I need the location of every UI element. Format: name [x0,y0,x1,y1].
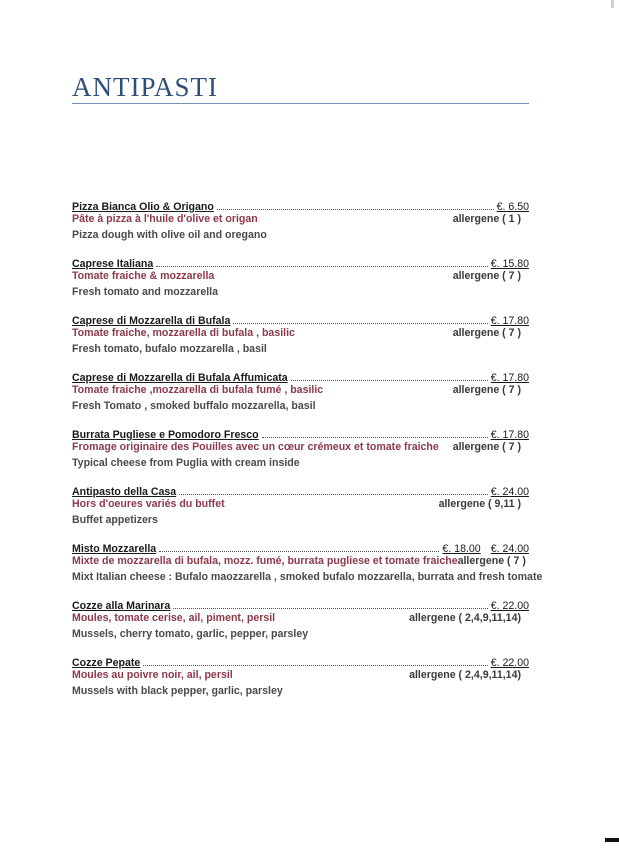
allergen-info: allergene ( 7 ) [452,327,521,339]
dot-leader [156,265,487,267]
dot-leader [179,493,488,495]
menu-item [72,539,543,596]
dish-name: Antipasto della Casa [72,486,177,498]
title-divider [72,103,529,104]
dot-leader [233,322,487,324]
dish-name: Caprese di Mozzarella di Bufala [72,315,231,327]
page-title: ANTIPASTI [72,72,219,102]
dot-leader [143,664,487,666]
dot-leader [173,607,487,609]
dish-description-en: Fresh tomato, bufalo mozzarella , basil [72,343,267,355]
dish-description-en: Typical cheese from Puglia with cream inside [72,457,300,469]
dish-name: Pizza Bianca Olio & Origano [72,201,214,213]
allergen-info: allergene ( 7 ) [452,441,521,453]
dish-description-en: Fresh Tomato , smoked buffalo mozzarella, basil [72,400,316,412]
allergen-info: allergene ( 2,4,9,11,14) [409,669,521,681]
dish-name: Burrata Pugliese e Pomodoro Fresco [72,429,259,441]
menu-list [72,197,543,710]
dot-leader [262,436,488,438]
dish-description-fr: Tomate fraiche ,mozzarella di bufala fumé , basilic [72,384,324,396]
menu-item [72,482,529,539]
allergen-info: allergene ( 7 ) [457,555,526,567]
dish-description-en: Buffet appetizers [72,514,158,526]
allergen-info: allergene ( 2,4,9,11,14) [409,612,521,624]
dot-leader [159,550,439,552]
dish-description-fr: Hors d'oeures variés du buffet [72,498,225,510]
dot-leader [217,208,494,210]
menu-item [72,596,529,653]
dish-description-fr: Mixte de mozzarella di bufala, mozz. fumé, burrata pugliese et tomate fraiche [72,555,458,567]
dish-description-en: Mussels with black pepper, garlic, parsley [72,685,283,697]
dish-name: Misto Mozzarella [72,543,157,555]
dish-description-fr: Pâte à pizza à l'huile d'olive et origan [72,213,258,225]
dish-name: Cozze alla Marinara [72,600,171,612]
scan-edge-mark [605,838,619,842]
dish-description-en: Mussels, cherry tomato, garlic, pepper, parsley [72,628,309,640]
menu-item [72,254,529,311]
allergen-info: allergene ( 7 ) [452,384,521,396]
allergen-info: allergene ( 7 ) [452,270,521,282]
dish-price-large: €. 24.00 [490,543,529,555]
dish-description-en: Fresh tomato and mozzarella [72,286,218,298]
dish-price: €. 22.00 [490,600,529,612]
dish-price: €. 24.00 [490,486,529,498]
allergen-info: allergene ( 1 ) [452,213,521,225]
dish-price: €. 22.00 [490,657,529,669]
allergen-info: allergene ( 9,11 ) [438,498,521,510]
dish-price-small: €. 18.00 [442,543,481,555]
menu-item [72,197,529,254]
dish-description-en: Mixt Italian cheese : Bufalo maozzarella , smoked bufalo mozzarella, burrata and fresh tomate [72,571,543,583]
scan-corner-mark [611,0,614,8]
dish-description-fr: Moules au poivre noir, ail, persil [72,669,233,681]
menu-item [72,653,529,710]
menu-item [72,425,529,482]
dish-price: €. 17.80 [490,315,529,327]
dish-description-fr: Moules, tomate cerise, ail, piment, persil [72,612,276,624]
dish-price: €. 17.80 [490,429,529,441]
menu-item [72,311,529,368]
menu-item [72,368,529,425]
dish-name: Caprese di Mozzarella di Bufala Affumicata [72,372,288,384]
dish-name: Caprese Italiana [72,258,154,270]
dish-description-fr: Fromage originaire des Pouilles avec un cœur crémeux et tomate fraiche [72,441,439,453]
dish-description-fr: Tomate fraiche & mozzarella [72,270,215,282]
dish-price: €. 15.80 [490,258,529,270]
dish-price: €. 17.80 [490,372,529,384]
dish-price: €. 6.50 [496,201,529,213]
dot-leader [291,379,488,381]
dish-name: Cozze Pepate [72,657,141,669]
dish-description-fr: Tomate fraiche, mozzarella di bufala , basilic [72,327,295,339]
dish-description-en: Pizza dough with olive oil and oregano [72,229,267,241]
